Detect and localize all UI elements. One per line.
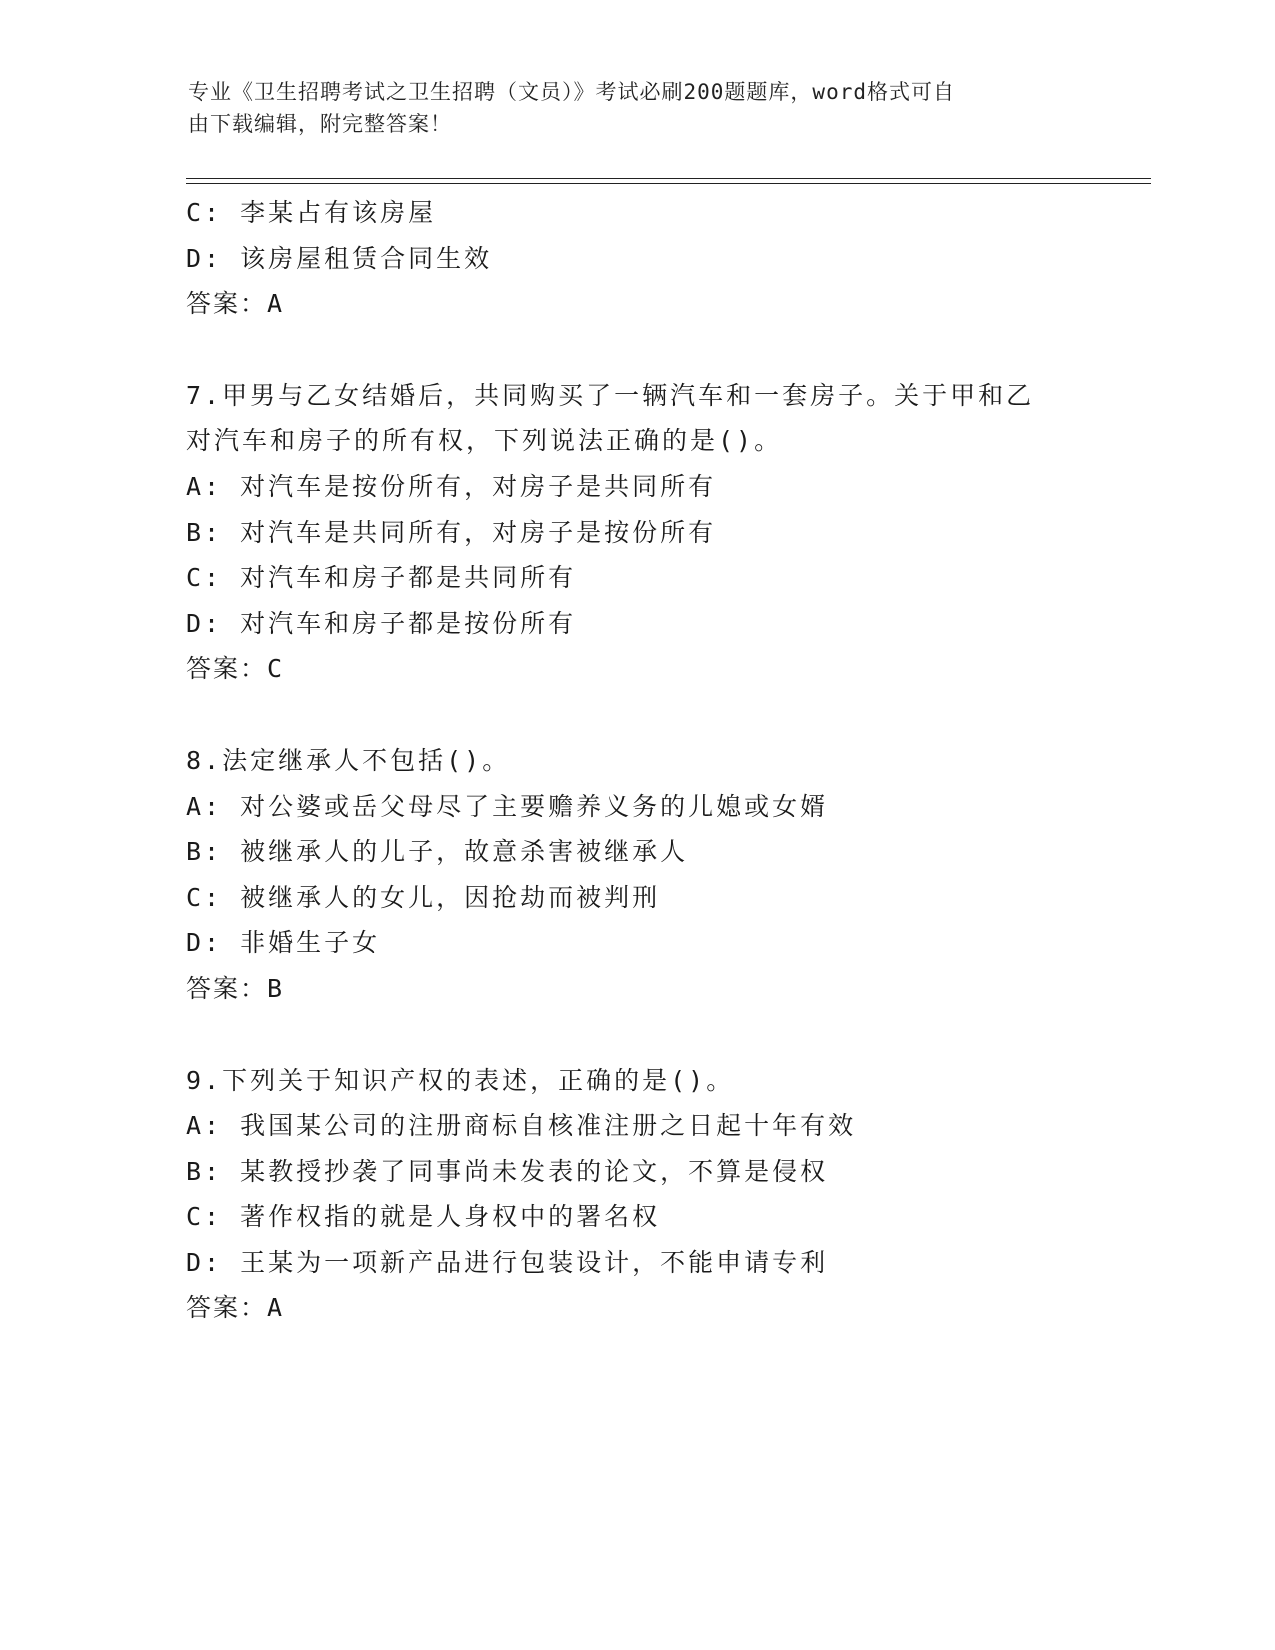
option-a: A: 对汽车是按份所有，对房子是共同所有 <box>186 471 717 501</box>
header-divider-bottom <box>186 183 1151 184</box>
page-header <box>188 76 1068 140</box>
option-b: B: 某教授抄袭了同事尚未发表的论文，不算是侵权 <box>186 1156 829 1186</box>
question-stem-line: 7.甲男与乙女结婚后，共同购买了一辆汽车和一套房子。关于甲和乙 <box>186 380 1035 410</box>
question-list <box>186 190 1146 1331</box>
option-d: D: 非婚生子女 <box>186 928 381 958</box>
question-block-9 <box>186 1058 1146 1332</box>
answer-line: 答案：B <box>186 973 285 1003</box>
answer-line: 答案：A <box>186 1293 285 1323</box>
question-gap <box>186 692 1146 738</box>
option-c: C: 对汽车和房子都是共同所有 <box>186 563 577 593</box>
question-stem-line: 8.法定继承人不包括()。 <box>186 745 511 775</box>
question-block-8 <box>186 738 1146 1012</box>
option-c: C: 李某占有该房屋 <box>186 198 437 227</box>
question-block-7 <box>186 373 1146 692</box>
question-stem-line: 对汽车和房子的所有权，下列说法正确的是()。 <box>186 426 783 456</box>
question-stem-line: 9.下列关于知识产权的表述，正确的是()。 <box>186 1065 735 1095</box>
header-line-2: 由下载编辑，附完整答案！ <box>188 112 452 136</box>
option-d: D: 对汽车和房子都是按份所有 <box>186 608 577 638</box>
answer-line: 答案：A <box>186 289 285 319</box>
option-c: C: 被继承人的女儿，因抢劫而被判刑 <box>186 882 661 912</box>
answer-line: 答案：C <box>186 654 285 684</box>
header-divider-top <box>186 178 1151 179</box>
option-a: A: 我国某公司的注册商标自核准注册之日起十年有效 <box>186 1111 857 1141</box>
option-b: B: 对汽车是共同所有，对房子是按份所有 <box>186 517 717 547</box>
header-line-1: 专业《卫生招聘考试之卫生招聘（文员）》考试必刷200题题库，word格式可自 <box>188 80 955 104</box>
option-c: C: 著作权指的就是人身权中的署名权 <box>186 1202 661 1232</box>
question-gap <box>186 327 1146 373</box>
option-b: B: 被继承人的儿子，故意杀害被继承人 <box>186 837 689 867</box>
option-d: D: 该房屋租赁合同生效 <box>186 243 493 273</box>
question-block-continued <box>186 190 1146 327</box>
option-a: A: 对公婆或岳父母尽了主要赡养义务的儿媳或女婿 <box>186 791 829 821</box>
question-gap <box>186 1012 1146 1058</box>
option-d: D: 王某为一项新产品进行包装设计，不能申请专利 <box>186 1247 829 1277</box>
